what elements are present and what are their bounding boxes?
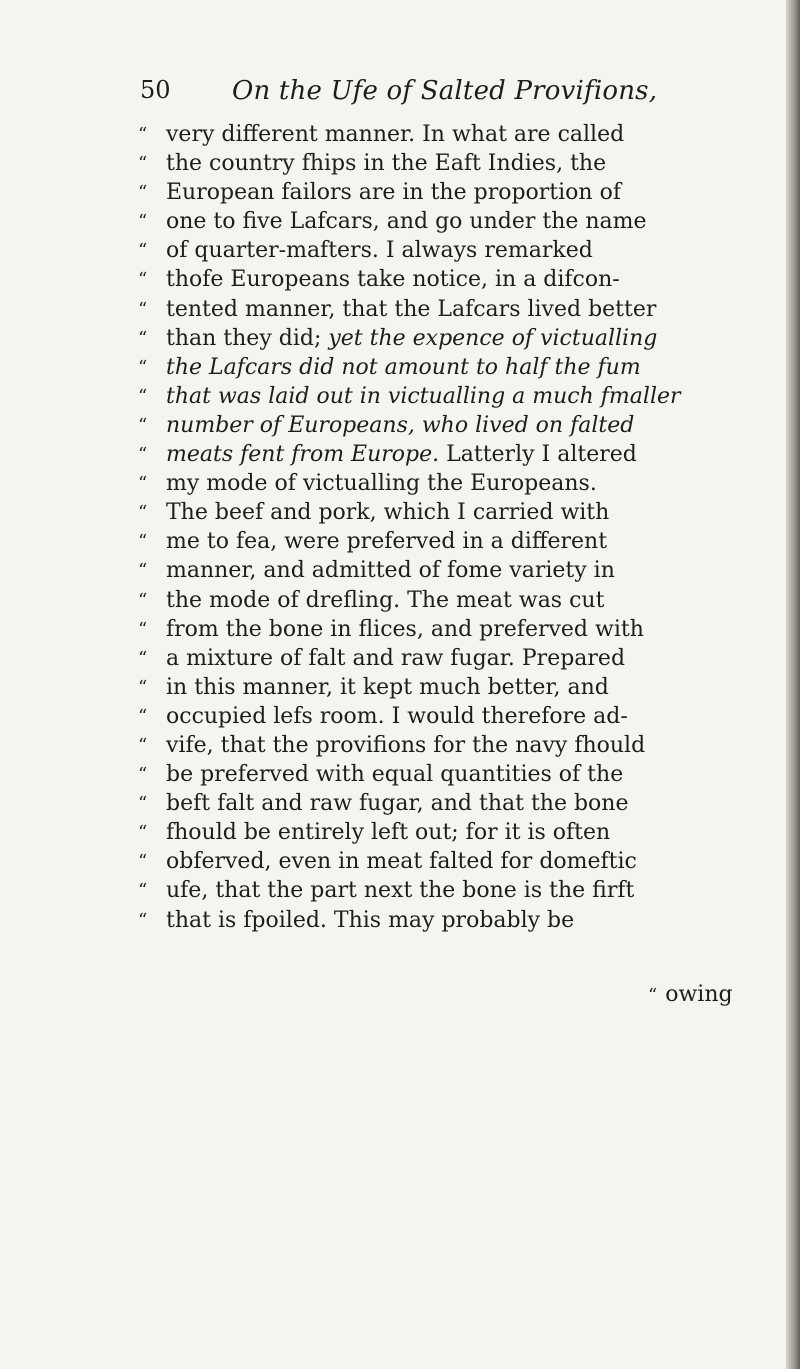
text-line — [138, 789, 778, 818]
catchword-text: owing — [665, 982, 733, 1007]
line-text-roman: than they did; — [166, 325, 322, 351]
text-line — [138, 498, 778, 527]
text-line — [138, 265, 778, 294]
quotation-mark: “ — [138, 589, 148, 611]
line-text: ufe, that the part next the bone is the firft — [166, 878, 635, 904]
quotation-mark: “ — [138, 385, 148, 407]
quotation-mark: “ — [138, 356, 148, 378]
line-text: obferved, even in meat falted for domeftic — [166, 849, 637, 875]
quotation-mark: “ — [138, 124, 148, 145]
line-text: of quarter-mafters. I always remarked — [166, 238, 593, 264]
line-text: vife, that the provifions for the navy fhould — [166, 732, 646, 758]
text-line — [138, 673, 778, 702]
line-text: the country fhips in the Eaft Indies, the — [166, 151, 607, 177]
line-text: one to five Lafcars, and go under the name — [166, 209, 647, 235]
quotation-mark: “ — [138, 502, 148, 524]
text-line — [138, 207, 778, 236]
line-text: my mode of victualling the Europeans. — [166, 471, 597, 497]
text-line — [138, 353, 778, 382]
quotation-mark: “ — [138, 851, 148, 873]
body-text — [138, 120, 778, 1007]
catchword — [648, 982, 733, 1007]
page-edge-shadow — [786, 0, 800, 1369]
line-text: beft falt and raw fugar, and that the bone — [166, 791, 629, 817]
line-text: number of Europeans, who lived on falted — [166, 412, 635, 438]
quotation-mark: “ — [138, 764, 148, 786]
text-line — [138, 178, 778, 207]
text-line — [138, 760, 778, 789]
text-line — [138, 295, 778, 324]
line-text-italic: meats fent from Europe. — [166, 442, 440, 468]
text-line — [138, 818, 778, 847]
line-text — [166, 324, 657, 353]
page-header — [140, 76, 760, 116]
line-text: the Lafcars did not amount to half the fum — [166, 354, 641, 380]
line-text: European failors are in the proportion of — [166, 180, 621, 206]
line-text: the mode of drefling. The meat was cut — [166, 587, 605, 613]
text-line — [138, 556, 778, 585]
line-text: that was laid out in victualling a much fmaller — [166, 383, 681, 409]
text-line — [138, 324, 778, 353]
quotation-mark: “ — [138, 473, 148, 495]
text-line — [138, 906, 778, 935]
line-text: occupied lefs room. I would therefore ad- — [166, 703, 628, 729]
line-text: fhould be entirely left out; for it is often — [166, 820, 611, 846]
quotation-mark: “ — [138, 734, 148, 756]
running-title: On the Ufe of Salted Provifions, — [232, 76, 658, 106]
text-line — [138, 382, 778, 411]
text-line — [138, 615, 778, 644]
line-text-italic: yet the expence of victualling — [321, 325, 658, 351]
line-text: in this manner, it kept much better, and — [166, 674, 609, 700]
quotation-mark: “ — [138, 182, 148, 204]
line-text-roman: Latterly I altered — [439, 442, 637, 468]
line-text: thofe Europeans take notice, in a difcon- — [166, 267, 620, 293]
text-line — [138, 527, 778, 556]
quotation-mark: “ — [138, 793, 148, 815]
quotation-mark: “ — [138, 444, 148, 466]
text-line — [138, 586, 778, 615]
line-text — [166, 440, 637, 469]
text-line — [138, 847, 778, 876]
quotation-mark: “ — [138, 153, 148, 175]
text-line — [138, 702, 778, 731]
text-line — [138, 469, 778, 498]
line-text: be preferved with equal quantities of the — [166, 762, 624, 788]
text-line — [138, 876, 778, 905]
text-line — [138, 411, 778, 440]
line-text: a mixture of falt and raw fugar. Prepared — [166, 645, 626, 671]
quotation-mark: “ — [138, 618, 148, 640]
quotation-mark: “ — [138, 211, 148, 233]
quotation-mark: “ — [138, 676, 148, 698]
line-text: that is fpoiled. This may probably be — [166, 907, 575, 933]
quotation-mark: “ — [138, 880, 148, 902]
quotation-mark: “ — [138, 531, 148, 553]
quotation-mark: “ — [138, 705, 148, 727]
page-number: 50 — [140, 76, 171, 104]
line-text: very different manner. In what are called — [166, 122, 625, 147]
text-line — [138, 236, 778, 265]
quotation-mark: “ — [138, 327, 148, 349]
quotation-mark: “ — [138, 647, 148, 669]
quotation-mark: “ — [138, 560, 148, 582]
quotation-mark: “ — [138, 909, 148, 931]
line-text: manner, and admitted of fome variety in — [166, 558, 615, 584]
quotation-mark: “ — [138, 269, 148, 291]
text-line — [138, 120, 778, 149]
line-text: The beef and pork, which I carried with — [166, 500, 610, 526]
text-line — [138, 731, 778, 760]
text-line — [138, 644, 778, 673]
quotation-mark: “ — [138, 822, 148, 844]
line-text: from the bone in flices, and preferved with — [166, 616, 644, 642]
line-text: tented manner, that the Lafcars lived better — [166, 296, 657, 322]
quotation-mark: “ — [648, 985, 658, 1006]
quotation-mark: “ — [138, 240, 148, 262]
quotation-mark: “ — [138, 414, 148, 436]
text-line — [138, 440, 778, 469]
text-line — [138, 149, 778, 178]
quotation-mark: “ — [138, 298, 148, 320]
line-text: me to fea, were preferved in a different — [166, 529, 608, 555]
